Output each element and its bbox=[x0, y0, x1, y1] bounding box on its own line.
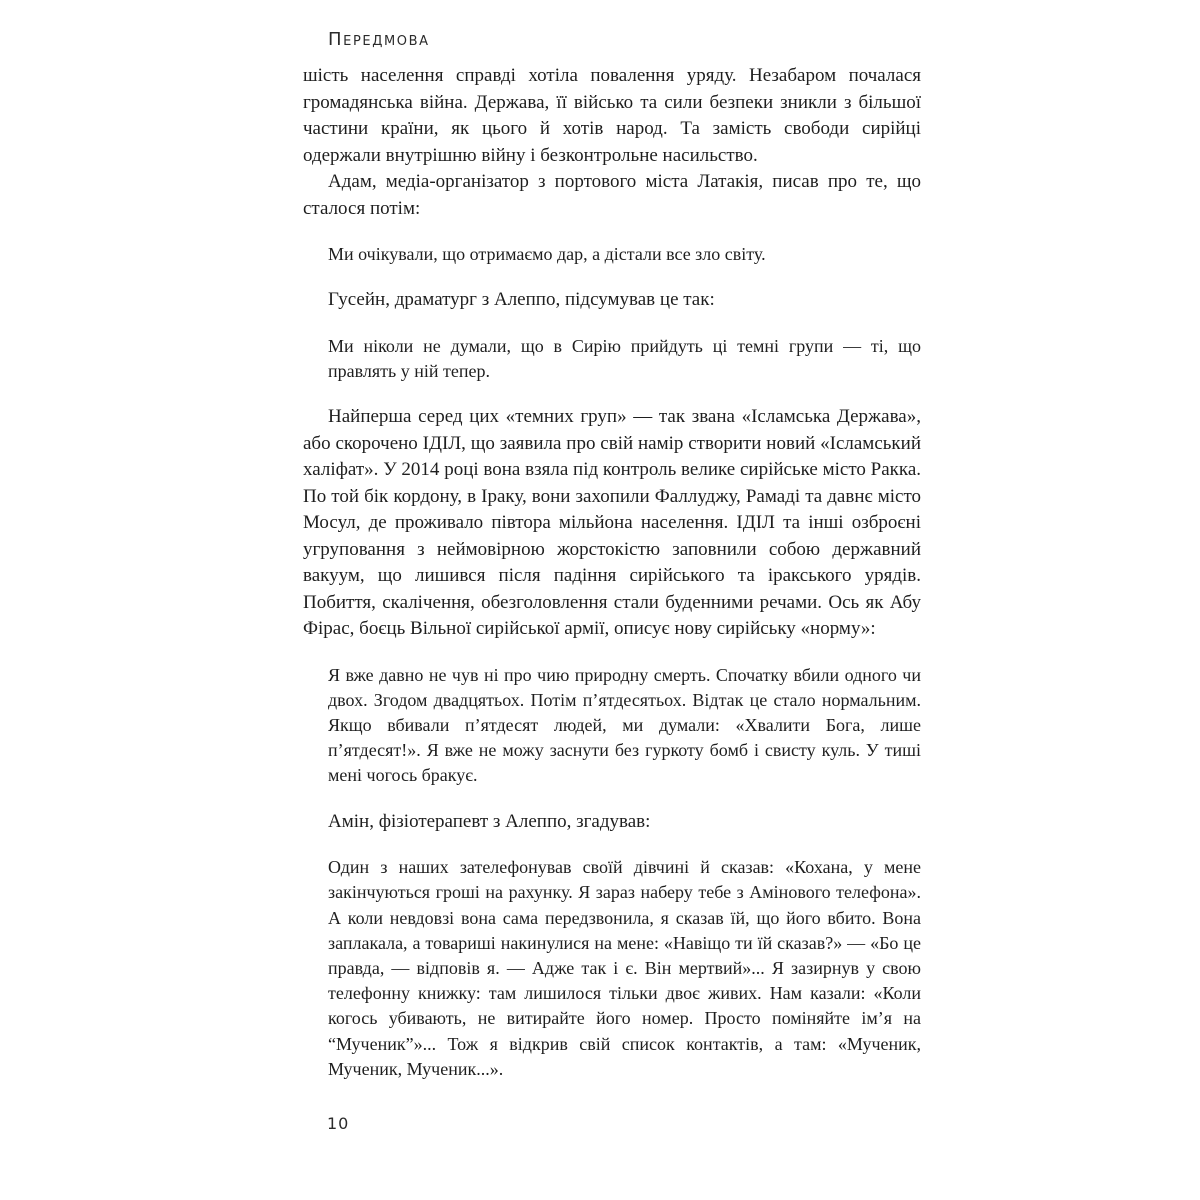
blockquote-adam: Ми очікували, що отримаємо дар, а дістали все зло світу. bbox=[328, 244, 766, 264]
paragraph-continuation: шість населення справді хотіла повалення уряду. Незабаром почалася громадянська війна. Держава, її військо та сили безпеки зникли з більшої частини країни, як цього й хотів народ. Та замість свободи сирійці одержали внутрішню війну і безконтрольне насильство. bbox=[303, 65, 921, 166]
page-text bbox=[303, 63, 921, 1102]
blockquote-amin: Один з наших зателефонував своїй дівчині й сказав: «Кохана, у мене закінчуються гроші на рахунку. Я зараз наберу тебе з Амінового телефона». А коли невдовзі вона сама передзвонила, я сказав їй, що його вбито. Вона заплакала, а товариші накинулися на мене: «Навіщо ти їй сказав?» — «Бо це правда, — відповів я. — Адже так і є. Він мертвий»... Я зазирнув у свою телефонну книжку: там лишилося тільки двоє живих. Нам казали: «Коли когось убивають, не витирайте його номер. Просто поміняйте ім’я на “Мученик”»... Тож я відкрив свій список контактів, а там: «Мученик, Мученик, Мученик...». bbox=[328, 857, 921, 1079]
paragraph-amin-intro: Амін, фізіотерапевт з Алеппо, згадував: bbox=[328, 810, 651, 832]
paragraph-adam-intro: Адам, медіа-організатор з портового міста Латакія, писав про те, що сталося потім: bbox=[303, 171, 921, 219]
paragraph-isis: Найперша серед цих «темних груп» — так звана «Ісламська Держава», або скорочено ІДІЛ, що заявила про свій намір створити новий «Ісламський халіфат». У 2014 році вона взяла під контроль велике сирійське місто Ракка. По той бік кордону, в Іраку, вони захопили Фаллуджу, Рамаді та давнє місто Мосул, де проживало півтора мільйона населення. ІДІЛ та інші озброєні угруповання з неймовірною жорстокістю заповнили собою державний вакуум, що лишився після падіння сирійського та іракського урядів. Побиття, скалічення, обезголовлення стали буденними речами. Ось як Абу Фірас, боєць Вільної сирійської армії, описує нову сирійську «норму»: bbox=[303, 406, 921, 640]
paragraph-husein-intro: Гусейн, драматург з Алеппо, підсумував це так: bbox=[328, 289, 715, 311]
running-head: Передмова bbox=[328, 29, 430, 50]
blockquote-husein: Ми ніколи не думали, що в Сирію прийдуть ці темні групи — ті, що правлять у ній тепер. bbox=[328, 335, 921, 381]
blockquote-abu-firas: Я вже давно не чув ні про чию природну смерть. Спочатку вбили одного чи двох. Згодом двадцятьох. Потім п’ятдесятьох. Відтак це стало нормальним. Якщо вбивали п’ятдесят людей, ми думали: «Хвалити Бога, лише п’ятдесят!». Я вже не можу заснути без гуркоту бомб і свисту куль. У тиші мені чогось бракує. bbox=[328, 664, 921, 786]
page-number: 10 bbox=[327, 1114, 350, 1133]
